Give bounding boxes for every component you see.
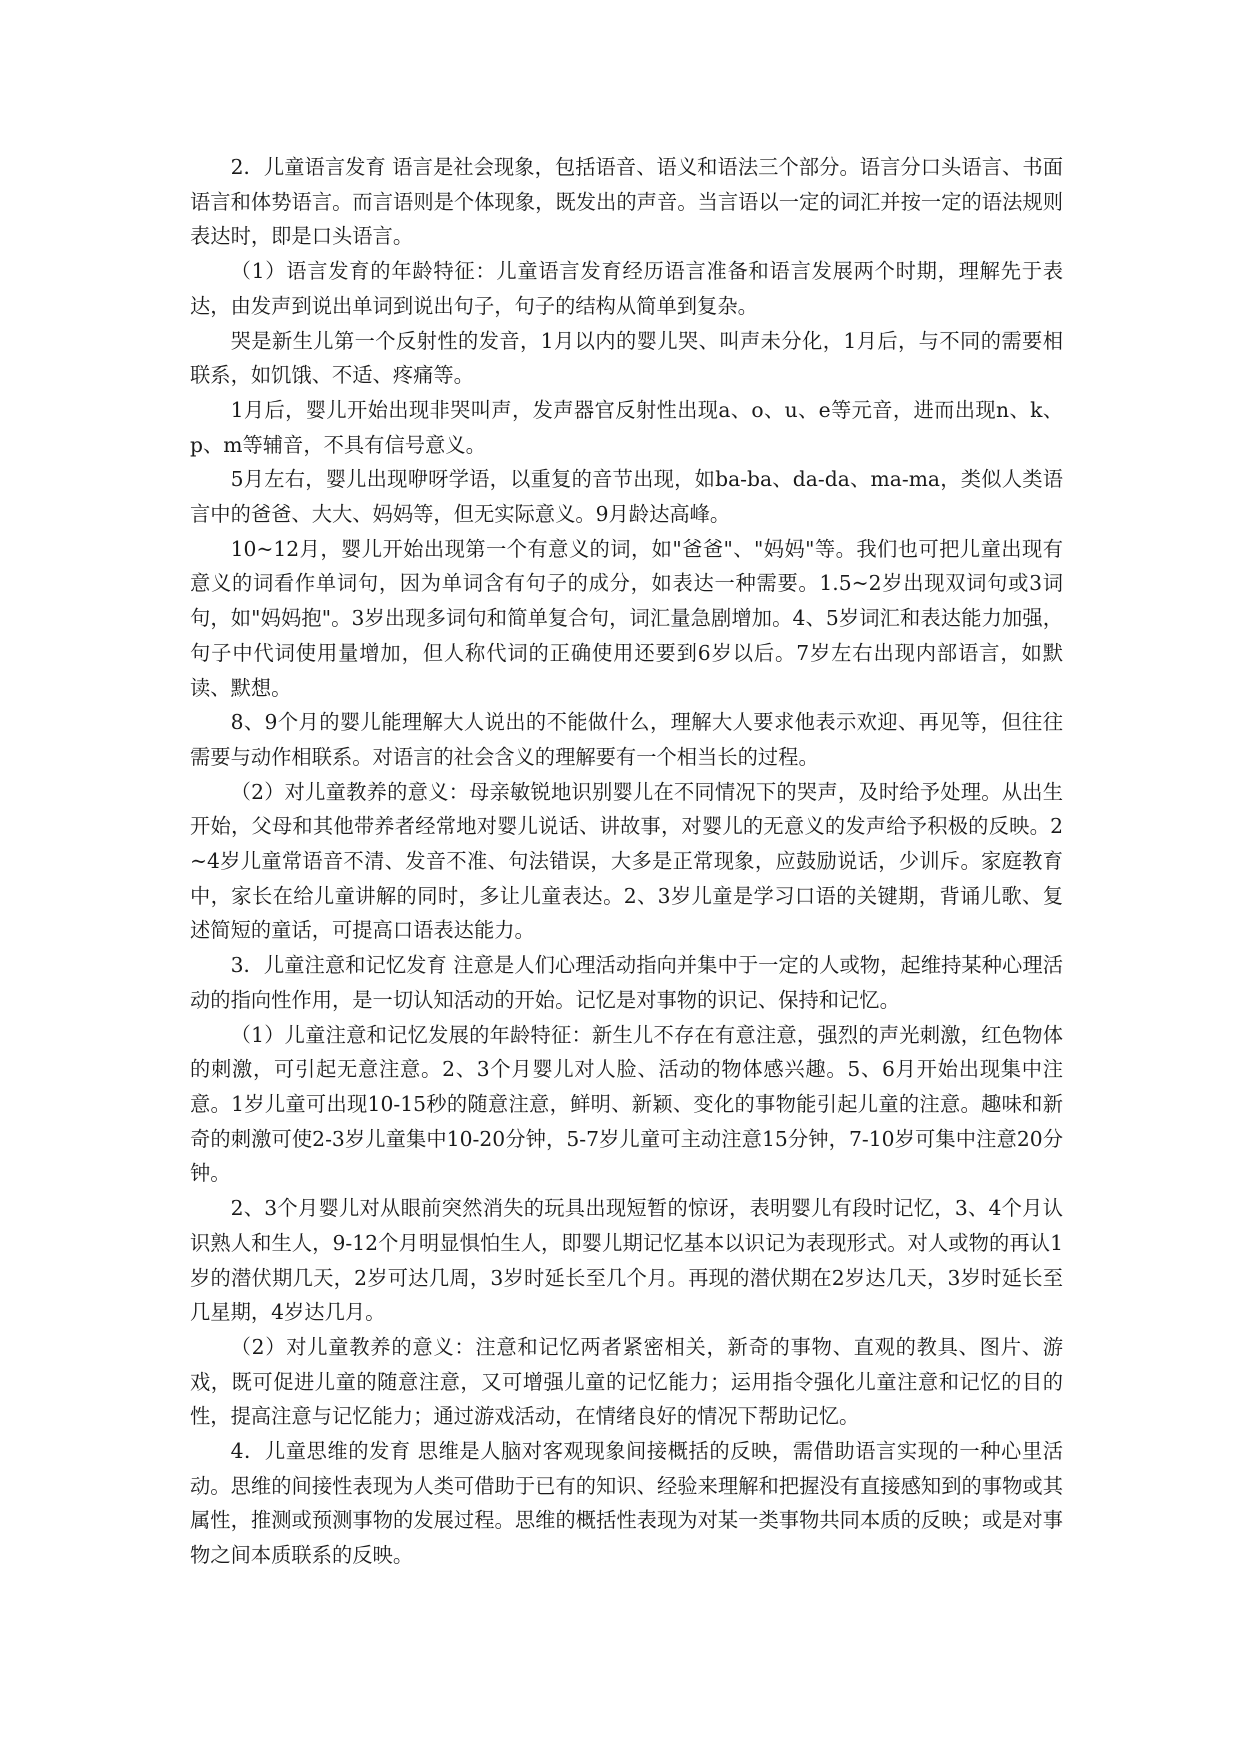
- paragraph-comprehension: 8、9个月的婴儿能理解大人说出的不能做什么，理解大人要求他表示欢迎、再见等，但往往需要与动作相联系。对语言的社会含义的理解要有一个相当长的过程。: [190, 710, 1063, 769]
- paragraph-memory-development: 2、3个月婴儿对从眼前突然消失的玩具出现短暂的惊讶，表明婴儿有段时记忆，3、4个月认识熟人和生人，9-12个月明显惧怕生人，即婴儿期记忆基本以识记为表现形式。对人或物的再认1岁的潜伏期几天，2岁可达几周，3岁时延长至几个月。再现的潜伏期在2岁达几天，3岁时延长至几星期，4岁达几月。: [190, 1196, 1063, 1325]
- paragraph-attention-age-features: （1）儿童注意和记忆发展的年龄特征：新生儿不存在有意注意，强烈的声光刺激，红色物体的刺激，可引起无意注意。2、3个月婴儿对人脸、活动的物体感兴趣。5、6月开始出现集中注意。1岁儿童可出现10-15秒的随意注意，鲜明、新颖、变化的事物能引起儿童的注意。趣味和新奇的刺激可使2-3岁儿童集中10-20分钟，5-7岁儿童可主动注意15分钟，7-10岁可集中注意20分钟。: [190, 1022, 1063, 1186]
- paragraph-attention-parenting: （2）对儿童教养的意义：注意和记忆两者紧密相关，新奇的事物、直观的教具、图片、游戏，既可促进儿童的随意注意，又可增强儿童的记忆能力；运用指令强化儿童注意和记忆的目的性，提高注意与记忆能力；通过游戏活动，在情绪良好的情况下帮助记忆。: [190, 1334, 1063, 1429]
- paragraph-thinking-development: 4．儿童思维的发育 思维是人脑对客观现象间接概括的反映，需借助语言实现的一种心里活动。思维的间接性表现为人类可借助于已有的知识、经验来理解和把握没有直接感知到的事物或其属性，推测或预测事物的发展过程。思维的概括性表现为对某一类事物共同本质的反映；或是对事物之间本质联系的反映。: [190, 1439, 1063, 1568]
- paragraph-attention-memory: 3．儿童注意和记忆发育 注意是人们心理活动指向并集中于一定的人或物，起维持某种心理活动的指向性作用，是一切认知活动的开始。记忆是对事物的识记、保持和记忆。: [190, 953, 1063, 1012]
- paragraph-newborn-crying: 哭是新生儿第一个反射性的发音，1月以内的婴儿哭、叫声未分化，1月后，与不同的需要相联系，如饥饿、不适、疼痛等。: [190, 328, 1063, 388]
- paragraph-language-parenting: （2）对儿童教养的意义：母亲敏锐地识别婴儿在不同情况下的哭声，及时给予处理。从出生开始，父母和其他带养者经常地对婴儿说话、讲故事，对婴儿的无意义的发声给予积极的反映。2~4岁儿童常语音不清、发音不准、句法错误，大多是正常现象，应鼓励说话，少训斥。家庭教育中，家长在给儿童讲解的同时，多让儿童表达。2、3岁儿童是学习口语的关键期，背诵儿歌、复述简短的童话，可提高口语表达能力。: [190, 779, 1063, 943]
- document-body: [190, 150, 1063, 1573]
- paragraph-vowels-consonants: 1月后，婴儿开始出现非哭叫声，发声器官反射性出现a、o、u、e等元音，进而出现n、k、p、m等辅音，不具有信号意义。: [190, 397, 1063, 457]
- paragraph-first-words: 10~12月，婴儿开始出现第一个有意义的词，如"爸爸"、"妈妈"等。我们也可把儿童出现有意义的词看作单词句，因为单词含有句子的成分，如表达一种需要。1.5~2岁出现双词句或3词句，如"妈妈抱"。3岁出现多词句和简单复合句，词汇量急剧增加。4、5岁词汇和表达能力加强，句子中代词使用量增加，但人称代词的正确使用还要到6岁以后。7岁左右出现内部语言，如默读、默想。: [190, 536, 1063, 700]
- paragraph-language-age-features: （1）语言发育的年龄特征：儿童语言发育经历语言准备和语言发展两个时期，理解先于表达，由发声到说出单词到说出句子，句子的结构从简单到复杂。: [190, 259, 1063, 318]
- paragraph-babbling: 5月左右，婴儿出现咿呀学语，以重复的音节出现，如ba-ba、da-da、ma-ma，类似人类语言中的爸爸、大大、妈妈等，但无实际意义。9月龄达高峰。: [190, 467, 1063, 527]
- paragraph-language-development: 2．儿童语言发育 语言是社会现象，包括语音、语义和语法三个部分。语言分口头语言、书面语言和体势语言。而言语则是个体现象，既发出的声音。当言语以一定的词汇并按一定的语法规则表达时，即是口头语言。: [190, 155, 1063, 249]
